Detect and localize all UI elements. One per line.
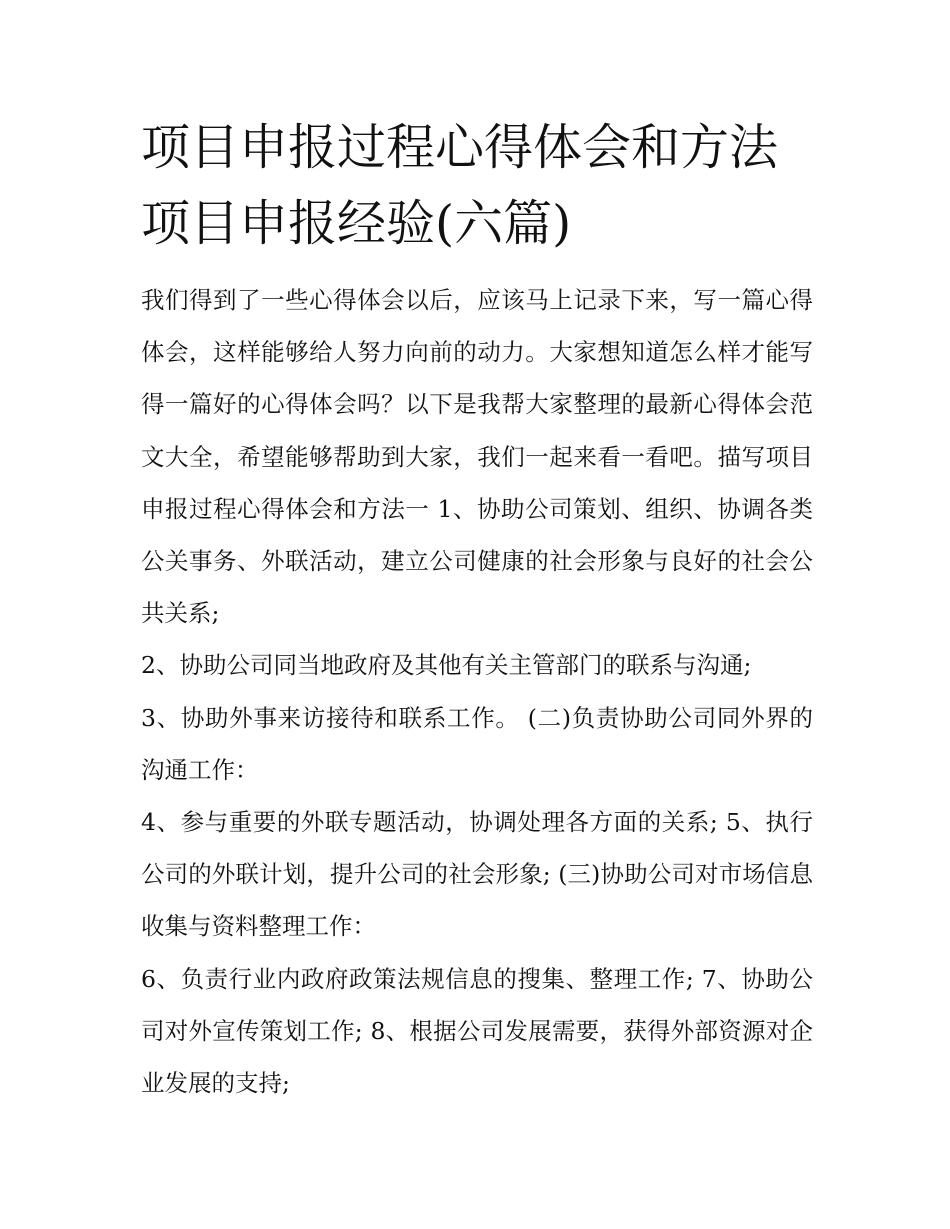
paragraph-item-4: 4、参与重要的外联专题活动，协调处理各方面的关系; 5、执行公司的外联计划，提升公司的社会形象; (三)协助公司对市场信息收集与资料整理工作： (141, 808, 813, 941)
title-line-2: 项目申报经验(六篇) (141, 195, 572, 252)
paragraph-item-6: 6、负责行业内政府政策法规信息的搜集、整理工作; 7、协助公司对外宣传策划工作; 8、根据公司发展需要，获得外部资源对企业发展的支持; (141, 964, 813, 1098)
document-title (141, 110, 821, 262)
paragraph-intro: 我们得到了一些心得体会以后，应该马上记录下来，写一篇心得体会，这样能够给人努力向前的动力。大家想知道怎么样才能写得一篇好的心得体会吗？以下是我帮大家整理的最新心得体会范文大全，希望能够帮助到大家，我们一起来看一看吧。描写项目申报过程心得体会和方法一 1、协助公司策划、组织、协调各类公关事务、外联活动，建立公司健康的社会形象与良好的社会公共关系; (141, 286, 813, 628)
paragraph-item-3: 3、协助外事来访接待和联系工作。 (二)负责协助公司同外界的沟通工作： (141, 703, 813, 784)
document-body (141, 274, 813, 1109)
paragraph-item-2: 2、协助公司同当地政府及其他有关主管部门的联系与沟通; (141, 651, 752, 680)
title-line-1: 项目申报过程心得体会和方法 (141, 119, 779, 176)
